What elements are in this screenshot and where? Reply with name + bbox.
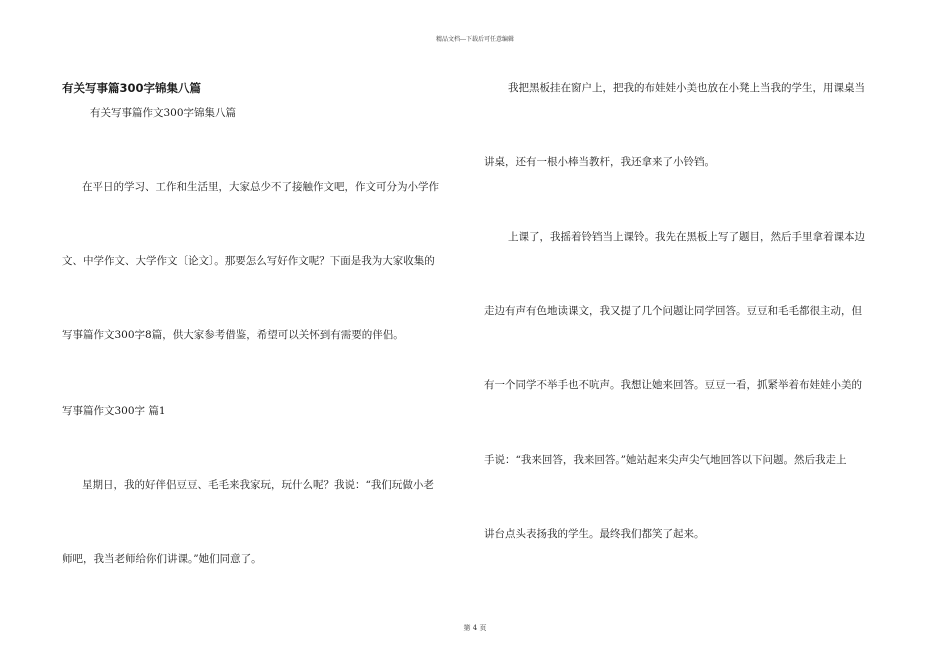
paragraph-line: 写事篇作文300字8篇，供大家参考借鉴，希望可以关怀到有需要的伴侣。 [62, 329, 404, 341]
paragraph-line: 走边有声有色地读课文，我又提了几个问题让同学回答。豆豆和毛毛都很主动，但 [484, 305, 862, 317]
document-title: 有关写事篇300字锦集八篇 [62, 81, 202, 95]
paragraph-line: 手说：“我来回答，我来回答。”她站起来尖声尖气地回答以下问题。然后我走上 [484, 454, 847, 466]
page-header: 精品文档---下载后可任意编辑 [435, 36, 515, 43]
paragraph-line: 有一个同学不举手也不吭声。我想让她来回答。豆豆一看，抓紧举着布娃娃小美的 [484, 379, 862, 391]
paragraph-line: 我把黑板挂在窗户上，把我的布娃娃小美也放在小凳上当我的学生，用课桌当 [508, 82, 865, 94]
page-number: 第 4 页 [463, 624, 487, 632]
section-heading: 写事篇作文300字 篇1 [62, 405, 166, 417]
paragraph-line: 师吧，我当老师给你们讲课。”她们同意了。 [62, 553, 262, 565]
paragraph-line: 文、中学作文、大学作文〔论文〕。那要怎么写好作文呢？下面是我为大家收集的 [62, 255, 435, 267]
document-subtitle: 有关写事篇作文300字锦集八篇 [90, 107, 237, 119]
paragraph-line: 上课了，我摇着铃铛当上课铃。我先在黑板上写了题目，然后手里拿着课本边 [508, 231, 865, 243]
paragraph-line: 讲台点头表扬我的学生。最终我们都笑了起来。 [484, 528, 705, 540]
paragraph-line: 在平日的学习、工作和生活里，大家总少不了接触作文吧，作文可分为小学作 [82, 181, 439, 193]
paragraph-line: 星期日，我的好伴侣豆豆、毛毛来我家玩，玩什么呢？我说：“我们玩做小老 [82, 479, 434, 491]
paragraph-line: 讲桌，还有一根小棒当教杆，我还拿来了小铃铛。 [484, 156, 715, 168]
